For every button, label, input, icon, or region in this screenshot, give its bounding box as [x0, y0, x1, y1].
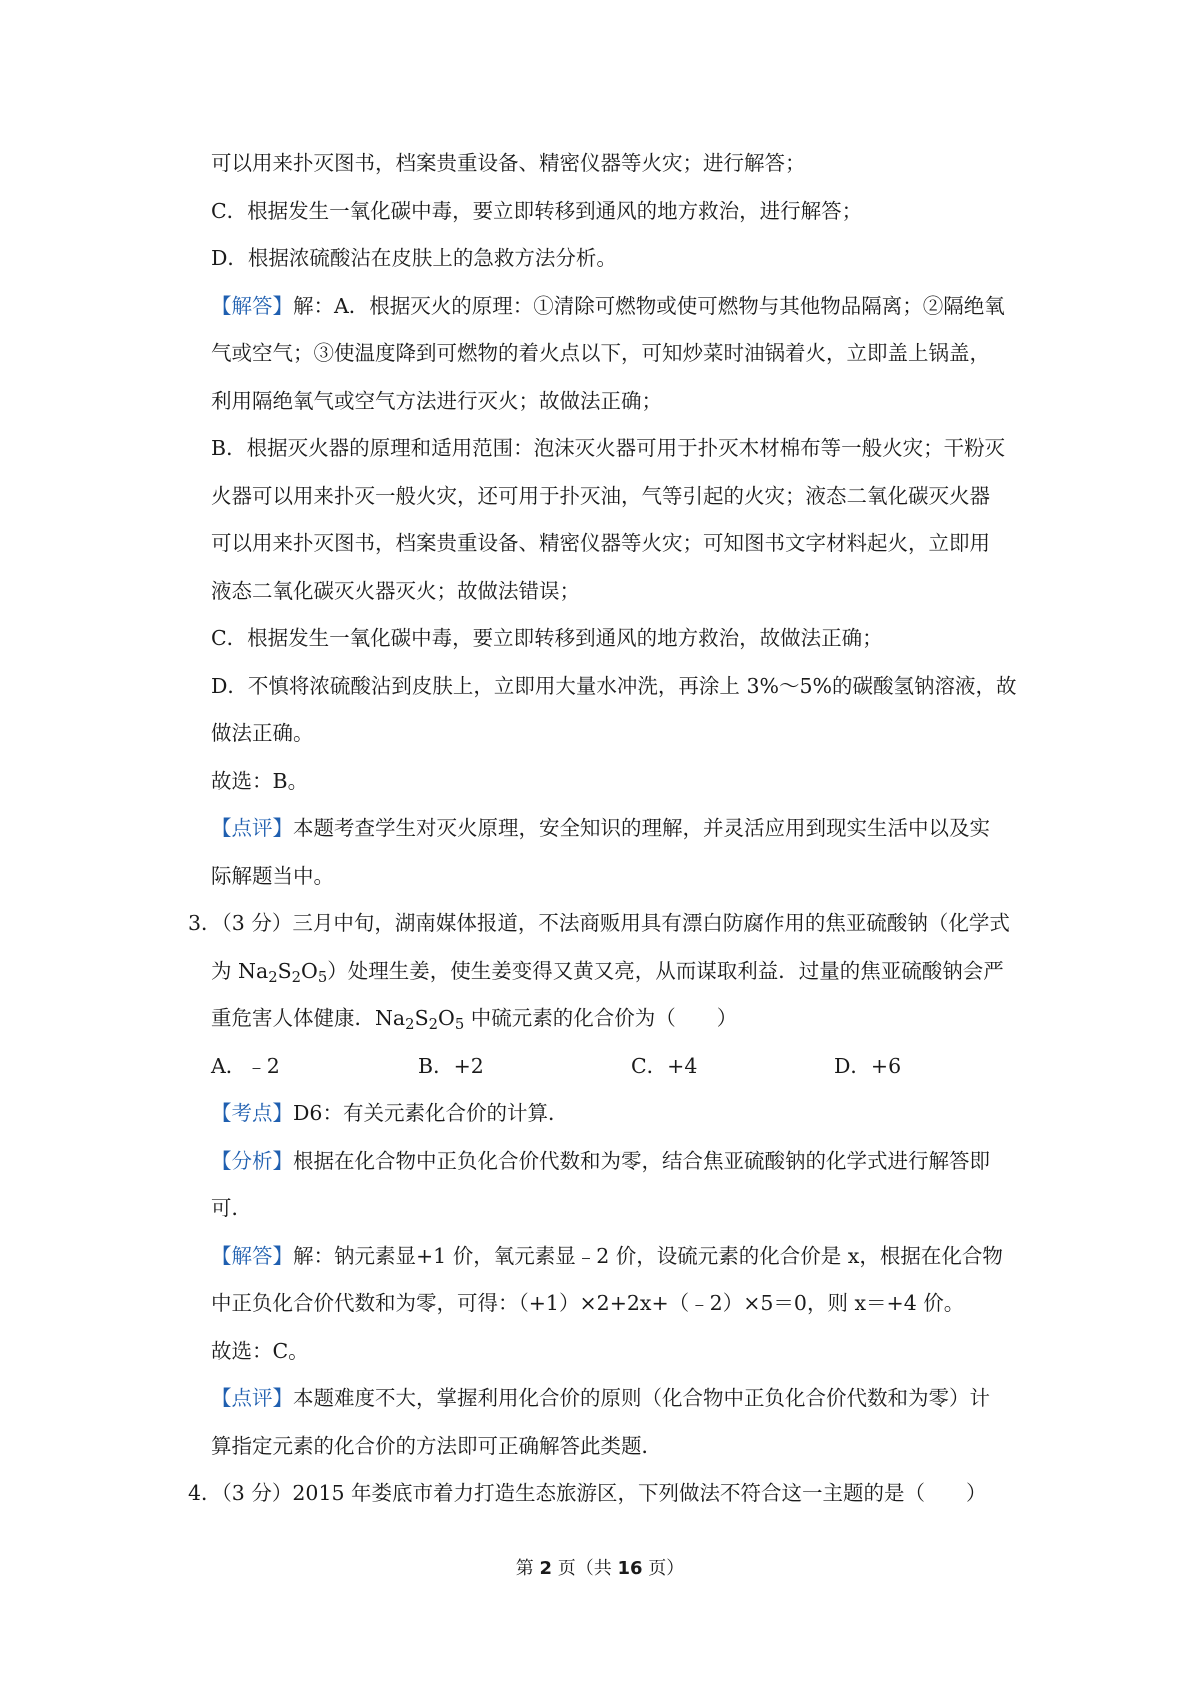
text-line: 可以用来扑灭图书，档案贵重设备、精密仪器等火灾；进行解答；	[211, 151, 806, 175]
subscript: 5	[317, 968, 328, 986]
formula-text: S	[414, 1006, 429, 1030]
analysis-tag: 【分析】	[211, 1148, 293, 1173]
question-3-line-3	[211, 995, 1037, 1043]
subscript: 2	[428, 1016, 438, 1034]
comment-text: 本题难度不大，掌握利用化合价的原则（化合物中正负化合价代数和为零）计	[293, 1386, 990, 1410]
comment-text: 本题考查学生对灭火原理，安全知识的理解，并灵活应用到现实生活中以及实	[293, 816, 990, 840]
solution-tag: 【解答】	[211, 293, 293, 318]
comment-tag: 【点评】	[211, 1386, 293, 1410]
comment-tag: 【点评】	[211, 816, 293, 840]
formula-text: S	[277, 958, 292, 983]
text-line: C．根据发生一氧化碳中毒，要立即转移到通风的地方救治，故做法正确；	[211, 626, 883, 650]
text-line: 气或空气；③使温度降到可燃物的着火点以下，可知炒菜时油锅着火，立即盖上锅盖，	[211, 341, 990, 365]
footer-text: 第	[515, 1558, 540, 1579]
option-a: A．﹣2	[211, 1053, 280, 1078]
text-line: C．根据发生一氧化碳中毒，要立即转移到通风的地方救治，进行解答；	[211, 198, 863, 223]
question-3-line-2	[211, 948, 1037, 996]
text-line: 做法正确。	[211, 721, 314, 745]
solution-line	[211, 283, 1037, 331]
question-4-line-1	[188, 1470, 1037, 1518]
text-line: D．根据浓硫酸沾在皮肤上的急救方法分析。	[211, 246, 617, 270]
analysis-text: 根据在化合物中正负化合价代数和为零，结合焦亚硫酸钠的化学式进行解答即	[293, 1148, 990, 1173]
page-content	[188, 140, 1037, 1518]
page-footer	[0, 1557, 1200, 1581]
text-line: 利用隔绝氧气或空气方法进行灭火；故做法正确；	[211, 388, 662, 413]
question-number: 4．	[188, 1481, 222, 1505]
question-text: （3 分）2015 年娄底市着力打造生态旅游区，下列做法不符合这一主题的是（ ）	[221, 1481, 987, 1505]
solution-text: 解：钠元素显+1 价，氧元素显﹣2 价，设硫元素的化合价是 x，根据在化合物	[293, 1243, 1003, 1268]
question-text: 为 Na	[211, 958, 269, 983]
answer-line: 故选：C。	[211, 1338, 309, 1363]
option-b: B．+2	[418, 1053, 484, 1078]
question-3-options	[211, 1043, 1037, 1091]
page-total: 16	[617, 1558, 643, 1579]
footer-text: 页）	[642, 1558, 685, 1579]
formula-text: O	[301, 958, 318, 983]
solution-tag: 【解答】	[211, 1243, 293, 1268]
kaodian-line	[211, 1090, 1037, 1138]
subscript: 2	[268, 968, 278, 986]
subscript: 2	[405, 1016, 415, 1034]
text-line: 算指定元素的化合价的方法即可正确解答此类题．	[211, 1433, 662, 1458]
question-text: （3 分）三月中旬，湖南媒体报道，不法商贩用具有漂白防腐作用的焦亚硫酸钠（化学式	[221, 911, 1010, 935]
question-text: ）处理生姜，使生姜变得又黄又亮，从而谋取利益．过量的焦亚硫酸钠会严	[327, 958, 1004, 983]
text-line: 可以用来扑灭图书，档案贵重设备、精密仪器等火灾；可知图书文字材料起火，立即用	[211, 531, 990, 555]
subscript: 5	[454, 1016, 465, 1034]
text-line: 中正负化合价代数和为零，可得：（+1）×2+2x+（﹣2）×5＝0，则 x＝+4 价。	[211, 1291, 965, 1315]
subscript: 2	[291, 968, 302, 986]
analysis-line	[211, 1138, 1037, 1186]
solution-line	[211, 1233, 1037, 1281]
page-number: 2	[539, 1558, 552, 1579]
option-d: D．+6	[834, 1053, 902, 1078]
solution-text: 解：A．根据灭火的原理：①清除可燃物或使可燃物与其他物品隔离；②隔绝氧	[293, 293, 1005, 318]
footer-text: 页（共	[552, 1558, 618, 1579]
question-number: 3．	[188, 911, 222, 935]
kaodian-tag: 【考点】	[211, 1101, 293, 1125]
text-line: 液态二氧化碳灭火器灭火；故做法错误；	[211, 578, 580, 603]
text-line: 火器可以用来扑灭一般火灾，还可用于扑灭油，气等引起的火灾；液态二氧化碳灭火器	[211, 483, 990, 508]
comment-line	[211, 1375, 1037, 1423]
question-3-line-1	[188, 900, 1037, 948]
text-line: B．根据灭火器的原理和适用范围：泡沫灭火器可用于扑灭木材棉布等一般火灾；干粉灭	[211, 436, 1006, 460]
kaodian-text: D6：有关元素化合价的计算．	[293, 1101, 569, 1125]
formula-text: O	[438, 1006, 455, 1030]
answer-line: 故选：B。	[211, 768, 309, 793]
question-text: 中硫元素的化合价为（ ）	[464, 1006, 738, 1030]
question-text: 重危害人体健康．Na	[211, 1006, 406, 1030]
comment-line	[211, 805, 1037, 853]
text-line: 际解题当中。	[211, 863, 334, 888]
option-c: C．+4	[631, 1053, 698, 1078]
text-line: D．不慎将浓硫酸沾到皮肤上，立即用大量水冲洗，再涂上 3%～5%的碳酸氢钠溶液，故	[211, 673, 1017, 698]
text-line: 可．	[211, 1196, 252, 1220]
